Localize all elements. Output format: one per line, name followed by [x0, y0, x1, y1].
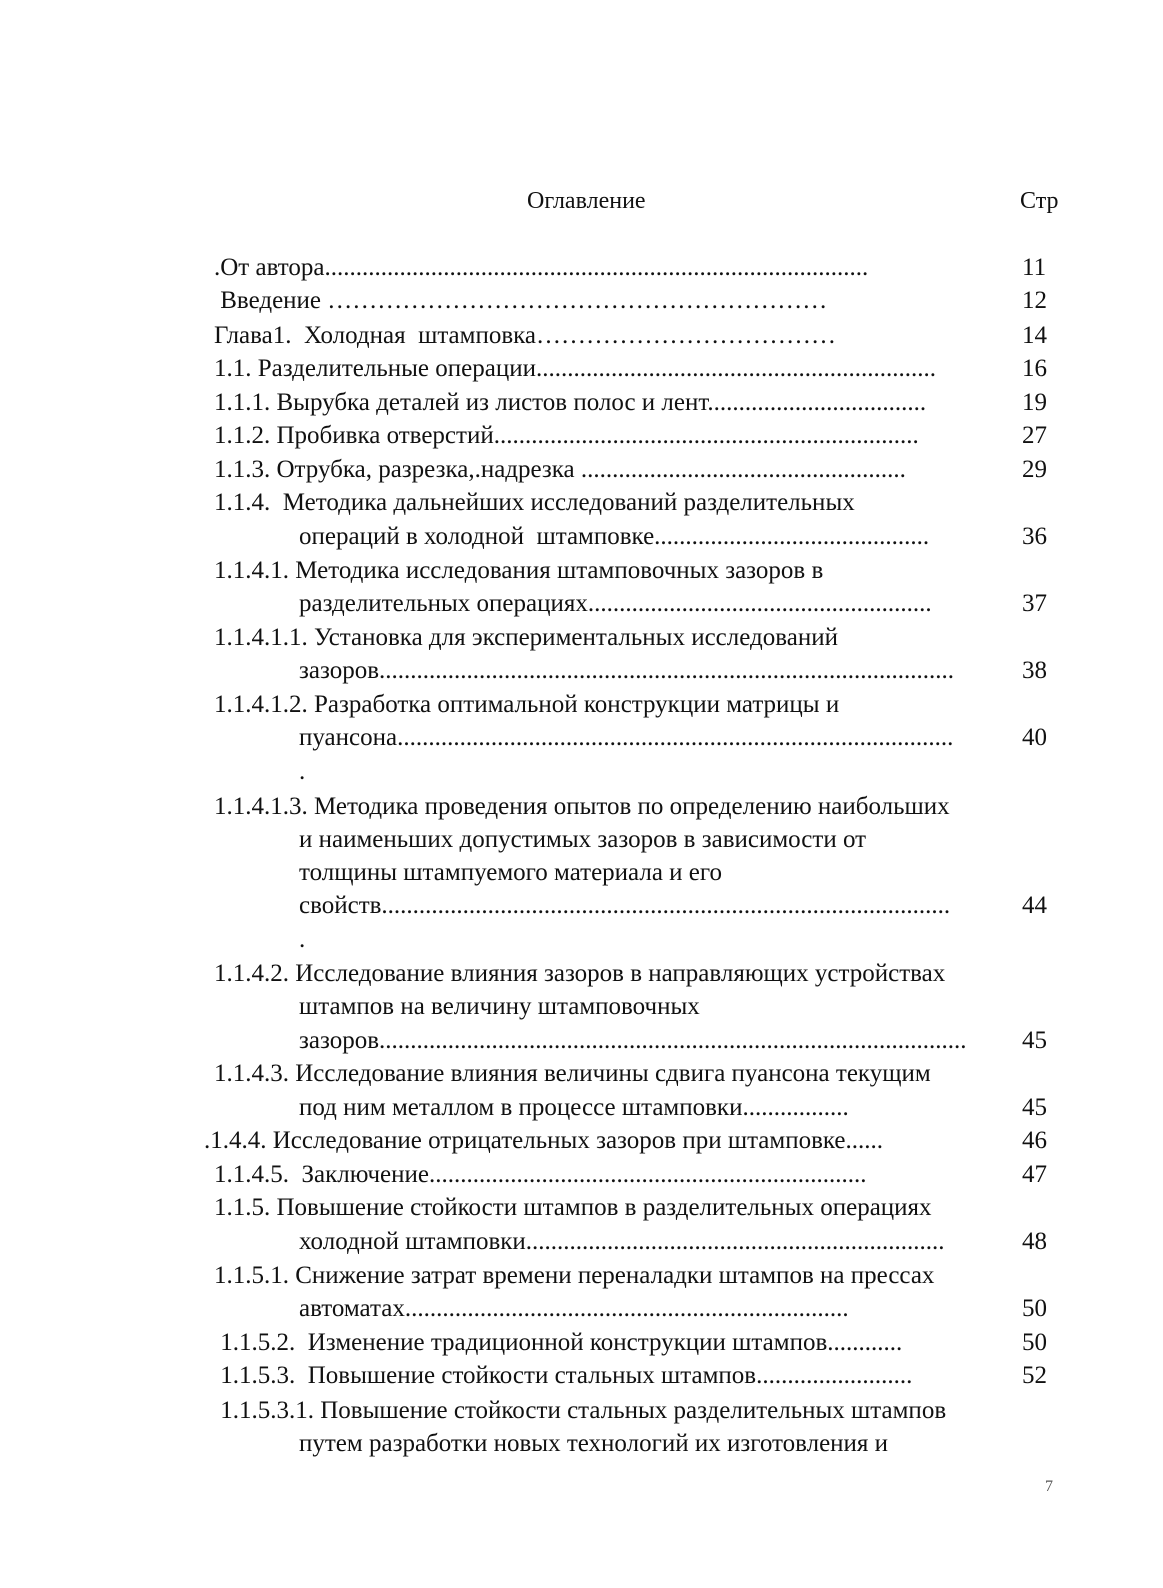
- toc-page-number: 45: [1022, 1094, 1047, 1121]
- toc-entry-line: холодной штамповки...................................................................: [299, 1228, 945, 1255]
- toc-entry-line: 1.1.4.1.1. Установка для экспериментальных исследований: [214, 624, 838, 651]
- toc-page-number: 38: [1022, 657, 1047, 684]
- toc-page-number: 27: [1022, 422, 1047, 449]
- toc-heading: Оглавление: [527, 188, 646, 214]
- toc-page-number: 11: [1022, 254, 1047, 281]
- toc-entry-line: и наименьших допустимых зазоров в зависимости от: [299, 826, 867, 853]
- toc-entry-line: 1.1.5. Повышение стойкости штампов в разделительных операциях: [214, 1194, 932, 1221]
- toc-entry-line: .От автора.......................................................................................: [214, 254, 869, 281]
- toc-entry-line: 1.1.4.2. Исследование влияния зазоров в направляющих устройствах: [214, 960, 946, 987]
- toc-entry-line: 1.1.5.2. Изменение традиционной конструкции штампов............: [214, 1329, 903, 1356]
- toc-entry-line: .: [299, 758, 306, 785]
- toc-entry-line: 1.1.1. Вырубка деталей из листов полос и лент...................................: [214, 389, 927, 416]
- toc-page-number: 47: [1022, 1161, 1047, 1188]
- toc-page-number: 46: [1022, 1127, 1047, 1154]
- toc-page-number: 45: [1022, 1027, 1047, 1054]
- toc-page-number: 29: [1022, 456, 1047, 483]
- toc-page-number: 37: [1022, 590, 1047, 617]
- toc-entry-line: штампов на величину штамповочных: [299, 993, 700, 1020]
- toc-entry-line: .1.4.4. Исследование отрицательных зазоров при штамповке......: [204, 1127, 884, 1154]
- toc-page-number: 40: [1022, 724, 1047, 751]
- toc-page-number: 36: [1022, 523, 1047, 550]
- toc-entry-line: 1.1.4.3. Исследование влияния величины сдвига пуансона текущим: [214, 1060, 931, 1087]
- toc-entry-line: Глава1. Холодная штамповка………………………………: [214, 322, 837, 349]
- toc-entry-line: 1.1.4.1.2. Разработка оптимальной конструкции матрицы и: [214, 691, 840, 718]
- toc-entry-line: операций в холодной штамповке............................................: [299, 523, 930, 550]
- toc-page-number: 52: [1022, 1362, 1047, 1389]
- toc-entry-line: 1.1.4.1.3. Методика проведения опытов по определению наибольших: [214, 793, 950, 820]
- toc-page-number: 44: [1022, 892, 1047, 919]
- toc-entry-line: 1.1.4. Методика дальнейших исследований разделительных: [214, 489, 855, 516]
- toc-page-number: 16: [1022, 355, 1047, 382]
- toc-entry-line: свойств...........................................................................................: [299, 892, 951, 919]
- toc-page-number: 48: [1022, 1228, 1047, 1255]
- toc-entry-line: Введение ……………………………………………………: [214, 287, 828, 314]
- toc-entry-line: 1.1.5.3. Повышение стойкости стальных штампов.........................: [214, 1362, 913, 1389]
- toc-page-number: 50: [1022, 1295, 1047, 1322]
- toc-entry-line: 1.1.5.1. Снижение затрат времени переналадки штампов на прессах: [214, 1262, 935, 1289]
- toc-entry-line: под ним металлом в процессе штамповки.................: [299, 1094, 849, 1121]
- toc-entry-line: 1.1.4.5. Заключение......................................................................: [214, 1161, 867, 1188]
- toc-page-number: 50: [1022, 1329, 1047, 1356]
- page-number: 7: [1045, 1478, 1053, 1495]
- toc-page-number: 12: [1022, 287, 1047, 314]
- toc-entry-line: разделительных операциях.......................................................: [299, 590, 932, 617]
- page-column-heading: Стр: [1020, 188, 1059, 214]
- toc-entry-line: толщины штампуемого материала и его: [299, 859, 723, 886]
- toc-entry-line: 1.1. Разделительные операции................................................................: [214, 355, 936, 382]
- toc-entry-line: .: [299, 926, 306, 953]
- toc-entry-line: путем разработки новых технологий их изготовления и: [299, 1430, 889, 1457]
- toc-page-number: 19: [1022, 389, 1047, 416]
- toc-entry-line: 1.1.4.1. Методика исследования штамповочных зазоров в: [214, 557, 824, 584]
- toc-page-number: 14: [1022, 322, 1047, 349]
- toc-entry-line: пуансона.........................................................................................: [299, 724, 954, 751]
- toc-entry-line: 1.1.5.3.1. Повышение стойкости стальных разделительных штампов: [214, 1397, 947, 1424]
- toc-entry-line: зазоров............................................................................................: [299, 657, 955, 684]
- toc-entry-line: 1.1.2. Пробивка отверстий....................................................................: [214, 422, 919, 449]
- toc-entry-line: автоматах.......................................................................: [299, 1295, 849, 1322]
- toc-entry-line: 1.1.3. Отрубка, разрезка,.надрезка ....................................................: [214, 456, 906, 483]
- toc-entry-line: зазоров..............................................................................................: [299, 1027, 967, 1054]
